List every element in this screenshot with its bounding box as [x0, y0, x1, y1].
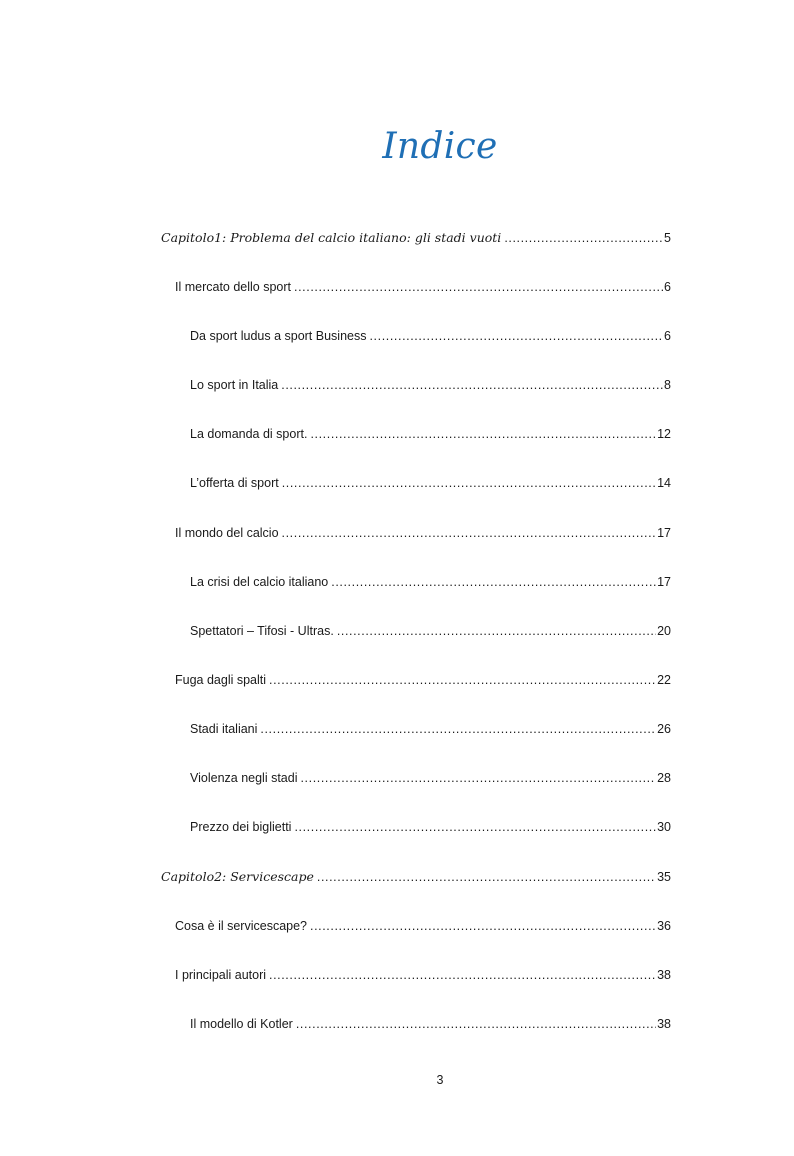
toc-entry-subsection[interactable] [190, 328, 671, 344]
toc-entry-page: 22 [657, 673, 671, 687]
toc-entry-subsection[interactable] [190, 574, 671, 590]
toc-entry-subsection[interactable] [190, 819, 671, 835]
toc-entry-page: 30 [657, 820, 671, 834]
toc-entry-chapter-1[interactable] [161, 230, 671, 246]
toc-entry-subsection[interactable] [190, 721, 671, 737]
dot-leader [317, 869, 656, 885]
toc-entry-page: 6 [664, 329, 671, 343]
toc-entry-section[interactable] [175, 279, 671, 295]
dot-leader [294, 279, 663, 295]
toc-entry-page: 20 [657, 624, 671, 638]
toc-entry-subsection[interactable] [190, 1016, 671, 1032]
toc-entry-subsection[interactable] [190, 770, 671, 786]
toc-entry-page: 38 [657, 1017, 671, 1031]
dot-leader [282, 475, 656, 491]
dot-leader [269, 672, 656, 688]
toc-entry-page: 17 [657, 575, 671, 589]
toc-entry-subsection[interactable] [190, 426, 671, 442]
toc-entry-label: Da sport ludus a sport Business [190, 329, 367, 343]
dot-leader [310, 918, 656, 934]
toc-entry-label: Il modello di Kotler [190, 1017, 293, 1031]
toc-entry-label: L’offerta di sport [190, 476, 279, 490]
toc-entry-page: 17 [657, 526, 671, 540]
toc-entry-page: 38 [657, 968, 671, 982]
toc-entry-label: Spettatori – Tifosi - Ultras. [190, 624, 334, 638]
toc-entry-section[interactable] [175, 525, 671, 541]
dot-leader [281, 377, 663, 393]
toc-entry-label: La domanda di sport. [190, 427, 308, 441]
toc-entry-page: 14 [657, 476, 671, 490]
dot-leader [260, 721, 656, 737]
toc-entry-subsection[interactable] [190, 623, 671, 639]
toc-entry-page: 12 [657, 427, 671, 441]
dot-leader [269, 967, 656, 983]
page-number: 3 [436, 1073, 444, 1087]
dot-leader [504, 230, 663, 246]
toc-entry-label: Capitolo1: Problema del calcio italiano: gli stadi vuoti [161, 230, 502, 245]
toc-entry-page: 28 [657, 771, 671, 785]
page-title: Indice [382, 126, 498, 167]
toc-entry-page: 6 [664, 280, 671, 294]
toc-entry-label: Prezzo dei biglietti [190, 820, 292, 834]
toc-entry-page: 8 [664, 378, 671, 392]
toc-entry-label: Capitolo2: Servicescape [161, 869, 314, 884]
toc-entry-label: Il mercato dello sport [175, 280, 292, 294]
toc-entry-label: Lo sport in Italia [190, 378, 279, 392]
dot-leader [331, 574, 656, 590]
dot-leader [282, 525, 657, 541]
dot-leader [294, 819, 656, 835]
toc-entry-page: 5 [664, 231, 671, 245]
toc-entry-label: Stadi italiani [190, 722, 258, 736]
dot-leader [310, 426, 656, 442]
toc-entry-page: 26 [657, 722, 671, 736]
dot-leader [300, 770, 656, 786]
toc-entry-label: Fuga dagli spalti [175, 673, 267, 687]
toc-entry-page: 36 [657, 919, 671, 933]
toc-entry-section[interactable] [175, 967, 671, 983]
toc-entry-subsection[interactable] [190, 475, 671, 491]
toc-entry-section[interactable] [175, 918, 671, 934]
toc-entry-label: Il mondo del calcio [175, 526, 279, 540]
toc-entry-subsection[interactable] [190, 377, 671, 393]
toc-entry-page: 35 [657, 870, 671, 884]
dot-leader [369, 328, 663, 344]
dot-leader [296, 1016, 656, 1032]
toc-entry-label: I principali autori [175, 968, 267, 982]
toc-entry-label: La crisi del calcio italiano [190, 575, 329, 589]
toc-entry-label: Violenza negli stadi [190, 771, 298, 785]
dot-leader [337, 623, 656, 639]
toc-entry-section[interactable] [175, 672, 671, 688]
toc-entry-chapter-2[interactable] [161, 869, 671, 885]
toc-entry-label: Cosa è il servicescape? [175, 919, 308, 933]
